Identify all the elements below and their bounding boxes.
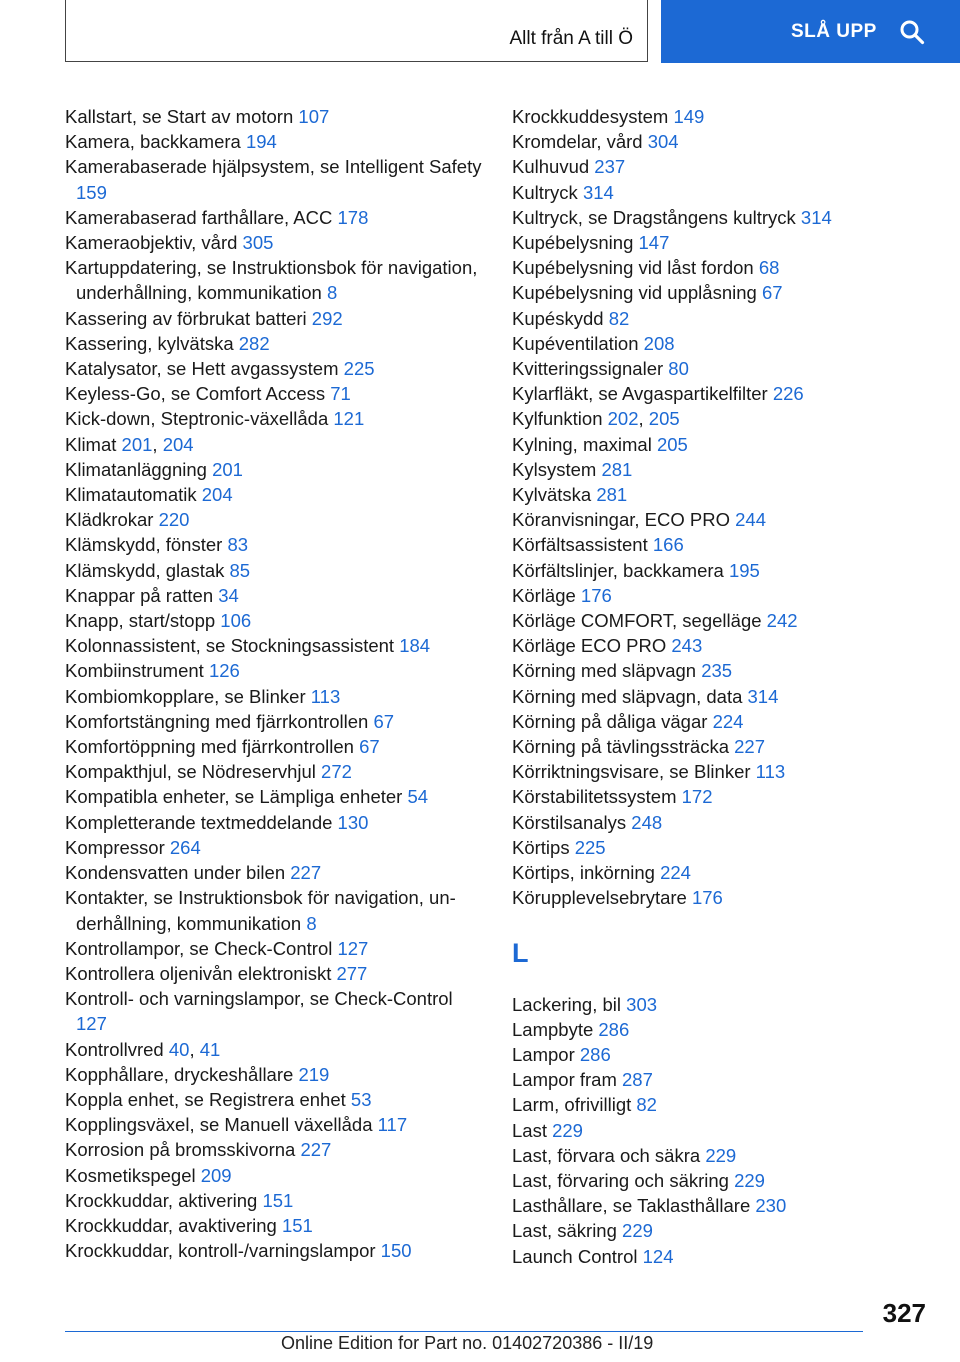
index-entry-text: Klädkrokar	[65, 509, 154, 531]
index-entry	[65, 608, 485, 633]
index-entry	[65, 331, 485, 356]
page-reference-link[interactable]: 82	[608, 307, 630, 329]
page-reference-link[interactable]: 205	[648, 408, 680, 430]
index-entry-text: Kartuppdatering, se Instruktionsbok för navigation, underhållning, kommunikation	[65, 257, 478, 304]
page-reference-link[interactable]: 225	[343, 358, 375, 380]
index-entry-text: Körstabilitetssystem	[512, 786, 677, 808]
index-entry	[512, 860, 932, 885]
index-entry-text: Kombiinstrument	[65, 660, 204, 682]
index-entry-text: Kopplingsväxel, se Manuell växellåda	[65, 1114, 373, 1136]
index-entry-text: Krockkuddar, aktivering	[65, 1189, 258, 1211]
index-entry	[65, 230, 485, 255]
index-entry-text: Kulhuvud	[512, 156, 590, 178]
index-entry-text: Kompressor	[65, 836, 165, 858]
page-reference-link[interactable]: 178	[337, 206, 369, 228]
page-reference-link[interactable]: 201	[212, 458, 243, 480]
page-reference-link[interactable]: 54	[407, 786, 429, 808]
index-entry	[65, 129, 485, 154]
index-entry	[65, 104, 485, 129]
index-entry	[512, 784, 932, 809]
index-entry-text: Klimatanläggning	[65, 458, 207, 480]
index-entry-text: Körläge	[512, 584, 576, 606]
page-reference-link[interactable]: 166	[652, 534, 684, 556]
page-reference-link[interactable]: 53	[350, 1088, 372, 1110]
index-entry-text: Kassering, kylvätska	[65, 332, 234, 354]
index-entry-text: Lasthållare, se Taklasthållare	[512, 1195, 751, 1217]
index-entry	[512, 1218, 932, 1243]
index-entry	[65, 1137, 485, 1162]
index-entry	[65, 835, 485, 860]
index-entry-text: Lampbyte	[512, 1018, 594, 1040]
index-entry-text: Komfortstängning med fjärrkontrollen	[65, 710, 369, 732]
index-entry	[512, 885, 932, 910]
page-reference-link[interactable]: 227	[290, 862, 322, 884]
page-reference-link[interactable]: 113	[755, 761, 786, 783]
index-entry	[512, 1042, 932, 1067]
lookup-button-label: SLÅ UPP	[791, 20, 877, 42]
index-entry-text: Körläge ECO PRO	[512, 635, 667, 657]
page-reference-link[interactable]: 209	[200, 1164, 232, 1186]
page-reference-link[interactable]: 67	[761, 282, 783, 304]
index-entry	[65, 306, 485, 331]
page-reference-link[interactable]: 229	[622, 1220, 653, 1242]
index-entry	[65, 709, 485, 734]
page-reference-link[interactable]: 282	[238, 332, 270, 354]
page-reference-link[interactable]: 172	[681, 786, 713, 808]
page-reference-link[interactable]: 243	[671, 635, 703, 657]
index-entry	[65, 684, 485, 709]
index-entry-text: Larm, ofrivilligt	[512, 1094, 632, 1116]
index-entry-text: Krockkuddar, kontroll-/varningslampor	[65, 1240, 376, 1262]
page-reference-link[interactable]: 208	[643, 332, 675, 354]
page-reference-link[interactable]: 248	[631, 811, 663, 833]
index-entry-text: Kallstart, se Start av motorn	[65, 106, 294, 127]
page-reference-link[interactable]: 303	[626, 993, 658, 1015]
index-entry-text: Last, förvara och säkra	[512, 1144, 701, 1166]
index-entry-text: Kamerabaserad farthållare, ACC	[65, 206, 333, 228]
index-entry-text: Krockkuddar, avaktivering	[65, 1214, 277, 1236]
index-entry	[512, 1092, 932, 1117]
index-entry	[512, 709, 932, 734]
index-entry-text: Kopphållare, dryckeshållare	[65, 1063, 294, 1085]
page-reference-link[interactable]: 201	[121, 433, 153, 455]
index-column-left	[65, 104, 485, 1263]
page-reference-link[interactable]: 151	[281, 1214, 313, 1236]
index-entry-text: Körning med släpvagn, data	[512, 685, 743, 707]
index-entry-text: Kondensvatten under bilen	[65, 862, 286, 884]
index-entry-text: Kupébelysning	[512, 232, 634, 254]
index-entry-text: Lackering, bil	[512, 993, 622, 1015]
page-reference-link[interactable]: 8	[306, 912, 317, 934]
index-entry	[65, 936, 485, 961]
page-reference-link[interactable]: 314	[747, 685, 779, 707]
index-entry-text: Last, förvaring och säkring	[512, 1169, 729, 1191]
page-reference-link[interactable]: 85	[229, 559, 251, 581]
page-reference-link[interactable]: 272	[321, 761, 352, 783]
page-reference-link[interactable]: 242	[766, 610, 798, 632]
index-entry	[512, 835, 932, 860]
index-entry-text: Kameraobjektiv, vård	[65, 232, 238, 254]
index-entry-text: Körtips	[512, 836, 570, 858]
page-reference-link[interactable]: 40	[168, 1038, 190, 1060]
index-column-right	[512, 104, 932, 1269]
footer-edition-text: Online Edition for Part no. 01402720386 - II/19	[281, 1333, 654, 1353]
index-entry-text: Klämskydd, glastak	[65, 559, 225, 581]
index-entry-text: Körupplevelsebrytare	[512, 887, 687, 909]
page-reference-link[interactable]: 226	[772, 383, 804, 405]
section-tab-label: Allt från A till Ö	[509, 28, 633, 49]
index-entry-text: Kontrollvred	[65, 1038, 164, 1060]
page-number: 327	[882, 1298, 926, 1328]
index-entry	[512, 432, 932, 457]
index-entry: Klimat 201, 204	[65, 433, 194, 455]
index-entry	[512, 507, 932, 532]
index-entry-text: Körtips, inkörning	[512, 862, 655, 884]
index-entry	[65, 1062, 485, 1087]
index-entry-text: Köranvisningar, ECO PRO	[512, 509, 730, 531]
index-entry	[65, 583, 485, 608]
index-entry-text: Last, säkring	[512, 1220, 617, 1242]
index-entry	[512, 154, 932, 179]
page-reference-link[interactable]: 202	[607, 408, 639, 430]
index-entry-text: Keyless-Go, se Comfort Access	[65, 383, 326, 405]
index-entry-text: Körning med släpvagn	[512, 660, 697, 682]
index-entry	[512, 129, 932, 154]
footer-divider	[65, 1331, 863, 1332]
index-entry	[65, 961, 485, 986]
index-entry	[65, 1163, 485, 1188]
page-reference-link[interactable]: 204	[162, 433, 194, 455]
index-entry-text: Kamera, backkamera	[65, 131, 241, 153]
lookup-button[interactable]	[661, 0, 960, 63]
index-entry	[512, 1067, 932, 1092]
index-entry-text: Kylning, maximal	[512, 433, 652, 455]
page-reference-link[interactable]: 304	[647, 131, 679, 153]
index-entry-text: Launch Control	[512, 1245, 638, 1267]
index-entry	[512, 810, 932, 835]
section-tab[interactable]	[65, 0, 648, 62]
page-reference-link[interactable]: 227	[734, 736, 765, 758]
page-reference-link[interactable]: 121	[333, 408, 365, 430]
index-entry	[512, 1193, 932, 1218]
page-reference-link[interactable]: 194	[245, 131, 277, 153]
page-reference-link[interactable]: 244	[735, 509, 766, 531]
page-reference-link[interactable]: 127	[76, 1013, 107, 1035]
index-entry-text: Klämskydd, fönster	[65, 534, 223, 556]
page-reference-link[interactable]: 230	[755, 1195, 787, 1217]
index-entry-text: Kylfunktion	[512, 408, 603, 430]
index-entry: Kontrollvred 40, 41	[65, 1038, 221, 1060]
index-entry-text: Kick-down, Steptronic-växellåda	[65, 408, 329, 430]
index-entry-text: Kupéskydd	[512, 307, 604, 329]
index-entry-text: Kylarfläkt, se Avgaspartikelfilter	[512, 383, 768, 405]
index-entry	[512, 331, 932, 356]
page-reference-link[interactable]: 264	[169, 836, 201, 858]
index-entry-text: Körfältslinjer, backkamera	[512, 559, 724, 581]
index-entry-text: Kupébelysning vid låst fordon	[512, 257, 754, 279]
page-reference-link[interactable]: 225	[574, 836, 606, 858]
page-reference-link[interactable]: 292	[311, 307, 343, 329]
index-entry	[512, 381, 932, 406]
index-entry	[512, 356, 932, 381]
index-entry	[65, 633, 485, 658]
index-entry-text: Katalysator, se Hett avgassystem	[65, 358, 339, 380]
index-entry-text: Körläge COMFORT, segelläge	[512, 610, 762, 632]
page-reference-link[interactable]: 68	[758, 257, 780, 279]
index-entry	[65, 810, 485, 835]
index-entry	[512, 180, 932, 205]
index-entry-text: Knappar på ratten	[65, 584, 214, 606]
index-entry	[65, 205, 485, 230]
index-entry-text: Kvitteringssignaler	[512, 358, 664, 380]
page-reference-link[interactable]: 41	[199, 1038, 221, 1060]
index-entry	[512, 1168, 932, 1193]
page-reference-link[interactable]: 124	[642, 1245, 674, 1267]
index-entry-text: Kombiomkopplare, se Blinker	[65, 685, 306, 707]
index-entry-text: Kontroll- och varningslampor, se Check-Control	[65, 988, 453, 1010]
index-entry-text: Kultryck	[512, 181, 578, 203]
page-reference-link[interactable]: 149	[673, 106, 705, 127]
index-entry	[65, 1238, 485, 1263]
page-reference-link[interactable]: 67	[373, 710, 395, 732]
page-reference-link[interactable]: 205	[656, 433, 688, 455]
index-entry	[65, 734, 485, 759]
index-entry: Kylfunktion 202, 205	[512, 408, 680, 430]
page-reference-link[interactable]: 227	[300, 1139, 332, 1161]
index-entry-text: Kupéventilation	[512, 332, 639, 354]
index-entry-text: Kompatibla enheter, se Lämpliga enheter	[65, 786, 403, 808]
index-entry	[65, 457, 485, 482]
index-entry	[65, 154, 485, 204]
page-reference-link[interactable]: 130	[337, 811, 369, 833]
page-reference-link[interactable]: 107	[298, 106, 330, 127]
index-entry	[512, 759, 932, 784]
index-entry-text: Körfältsassistent	[512, 534, 648, 556]
page-reference-link[interactable]: 83	[227, 534, 249, 556]
page-reference-link[interactable]: 150	[380, 1240, 412, 1262]
page-reference-link[interactable]: 113	[310, 685, 341, 707]
page-reference-link[interactable]: 287	[622, 1069, 653, 1091]
index-entry	[65, 1213, 485, 1238]
page-reference-link[interactable]: 235	[701, 660, 733, 682]
index-entry	[512, 608, 932, 633]
index-entry-text: Korrosion på bromsskivorna	[65, 1139, 296, 1161]
page-reference-link[interactable]: 126	[208, 660, 240, 682]
index-entry	[65, 532, 485, 557]
index-entry-text: Lampor	[512, 1043, 575, 1065]
index-entry-text: Kompakthjul, se Nödreservhjul	[65, 761, 316, 783]
index-entry	[65, 406, 485, 431]
page-reference-link[interactable]: 195	[728, 559, 760, 581]
index-entry	[65, 658, 485, 683]
index-entry	[512, 1017, 932, 1042]
page-reference-link[interactable]: 67	[359, 736, 380, 758]
page-reference-link[interactable]: 147	[638, 232, 670, 254]
index-entry	[512, 633, 932, 658]
page-reference-link[interactable]: 127	[337, 937, 369, 959]
index-entry-text: Knapp, start/stopp	[65, 610, 216, 632]
index-entry-text: Kosmetikspegel	[65, 1164, 196, 1186]
page-reference-link[interactable]: 286	[579, 1043, 611, 1065]
index-entry-text: Kultryck, se Dragstångens kultryck	[512, 206, 796, 228]
index-entry	[512, 230, 932, 255]
index-entry	[512, 457, 932, 482]
index-entry-text: Kontakter, se Instruktionsbok för navigation, underhållning, kommunikation	[65, 887, 456, 934]
index-entry	[512, 104, 932, 129]
page-reference-link[interactable]: 176	[691, 887, 723, 909]
index-entry-text: Last	[512, 1119, 547, 1141]
index-entry-text: Kamerabaserade hjälpsystem, se Intelligent Safety	[65, 156, 482, 178]
index-entry-text: Körning på dåliga vägar	[512, 710, 708, 732]
page-reference-link[interactable]: 159	[76, 181, 107, 203]
page-reference-link[interactable]: 184	[399, 635, 431, 657]
page-reference-link[interactable]: 314	[800, 206, 832, 228]
index-entry	[65, 381, 485, 406]
index-entry-text: Kompletterande textmeddelande	[65, 811, 333, 833]
index-entry	[512, 734, 932, 759]
page-reference-link[interactable]: 176	[580, 584, 612, 606]
index-entry-text: Körstilsanalys	[512, 811, 627, 833]
index-entry	[512, 255, 932, 280]
page-reference-link[interactable]: 219	[298, 1063, 330, 1085]
index-entry	[65, 784, 485, 809]
page-reference-link[interactable]: 314	[582, 181, 614, 203]
index-entry	[512, 992, 932, 1017]
page-reference-link[interactable]: 224	[660, 862, 691, 884]
index-entry-text: Kassering av förbrukat batteri	[65, 307, 307, 329]
index-entry-text: Krockkuddesystem	[512, 106, 669, 127]
page-reference-link[interactable]: 71	[330, 383, 351, 405]
index-entry	[65, 1188, 485, 1213]
index-entry	[65, 482, 485, 507]
page-reference-link[interactable]: 204	[201, 484, 233, 506]
page-reference-link[interactable]: 229	[552, 1119, 583, 1141]
page-reference-link[interactable]: 281	[596, 484, 628, 506]
index-entry-text: Kylsystem	[512, 458, 597, 480]
page-reference-link[interactable]: 80	[668, 358, 689, 380]
index-entry	[65, 885, 485, 935]
index-entry	[65, 759, 485, 784]
page-reference-link[interactable]: 8	[326, 282, 338, 304]
page-reference-link[interactable]: 305	[242, 232, 274, 254]
index-entry-text: Körning på tävlingssträcka	[512, 736, 729, 758]
search-icon	[899, 19, 925, 45]
index-entry	[65, 986, 485, 1036]
index-entry	[65, 1087, 485, 1112]
index-entry	[512, 658, 932, 683]
index-entry-text: Koppla enhet, se Registrera enhet	[65, 1088, 346, 1110]
page-reference-link[interactable]: 224	[712, 710, 744, 732]
index-entry	[65, 558, 485, 583]
index-entry-text: Kupébelysning vid upplåsning	[512, 282, 757, 304]
index-entry-text: Kolonnassistent, se Stockningsassistent	[65, 635, 395, 657]
page-reference-link[interactable]: 82	[636, 1094, 657, 1116]
index-entry	[512, 280, 932, 305]
index-entry	[512, 532, 932, 557]
index-entry-text: Körriktningsvisare, se Blinker	[512, 761, 751, 783]
index-entry	[512, 306, 932, 331]
page-reference-link[interactable]: 117	[377, 1114, 408, 1136]
page-reference-link[interactable]: 229	[705, 1144, 737, 1166]
index-entry-text: Komfortöppning med fjärrkontrollen	[65, 736, 354, 758]
page-reference-link[interactable]: 281	[601, 458, 633, 480]
index-entry	[512, 558, 932, 583]
page-reference-link[interactable]: 151	[262, 1189, 294, 1211]
index-entry-text: Kylvätska	[512, 484, 592, 506]
index-entry	[512, 1143, 932, 1168]
index-entry	[512, 205, 932, 230]
index-entry	[512, 1118, 932, 1143]
index-entry	[65, 356, 485, 381]
index-entry	[512, 583, 932, 608]
index-entry	[65, 860, 485, 885]
page-reference-link[interactable]: 34	[218, 584, 239, 606]
index-entry-text: Lampor fram	[512, 1069, 617, 1091]
index-entry-text: Kontrollampor, se Check-Control	[65, 937, 333, 959]
index-entry	[512, 482, 932, 507]
index-entry	[65, 507, 485, 532]
page-reference-link[interactable]: 237	[594, 156, 626, 178]
index-entry-text: Klimatautomatik	[65, 484, 197, 506]
page-reference-link[interactable]: 277	[336, 962, 368, 984]
page-reference-link[interactable]: 220	[158, 509, 190, 531]
index-entry-text: Kromdelar, vård	[512, 131, 643, 153]
page-reference-link[interactable]: 229	[734, 1169, 765, 1191]
page-reference-link[interactable]: 286	[598, 1018, 630, 1040]
index-entry	[65, 255, 485, 305]
index-letter-heading: L	[512, 937, 529, 968]
index-entry-text: Kontrollera oljenivån elektroniskt	[65, 962, 332, 984]
index-entry-text: Klimat	[65, 433, 117, 455]
page-reference-link[interactable]: 106	[220, 610, 252, 632]
index-entry	[512, 684, 932, 709]
index-entry	[512, 1244, 932, 1269]
index-entry	[65, 1112, 485, 1137]
